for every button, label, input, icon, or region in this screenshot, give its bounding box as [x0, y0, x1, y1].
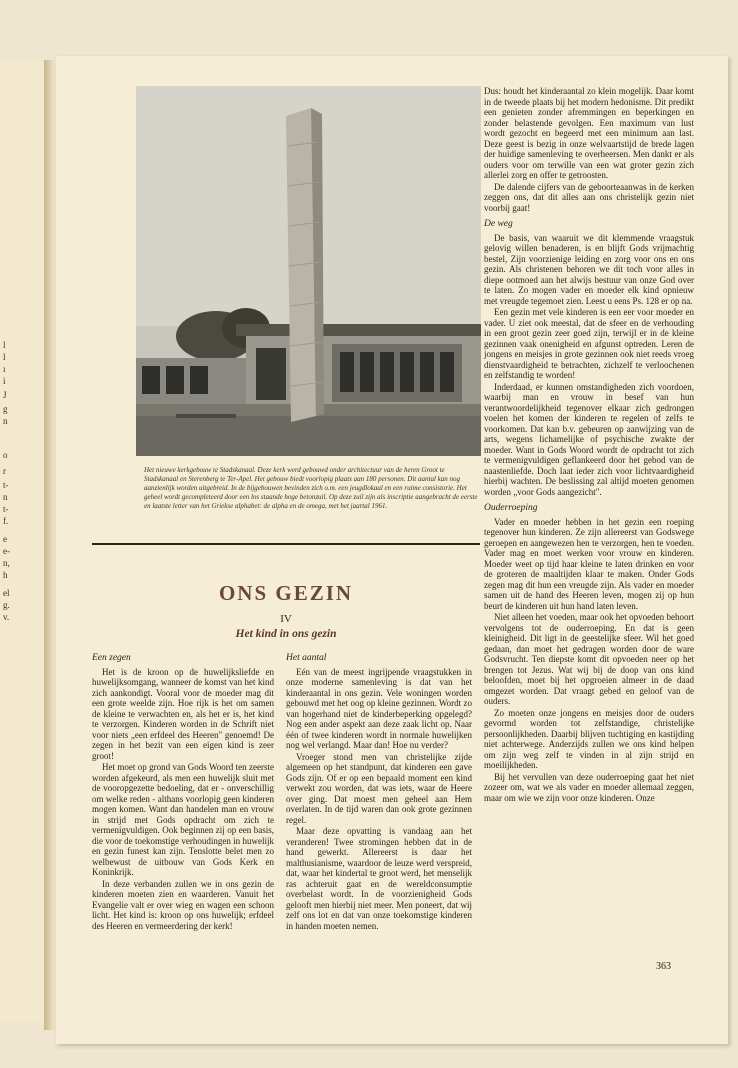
paragraph: De dalende cijfers van de geboorteaanwas in de kerken zeggen ons, dat dit alles aan ons christelijk gezin niet voorbij gaat!	[484, 181, 694, 213]
divider-line	[92, 543, 480, 545]
prev-page-fragment: t-	[3, 480, 9, 490]
section-heading: Ouderroeping	[484, 503, 538, 513]
prev-page-fragment: ı	[3, 364, 6, 374]
article-subtitle: Het kind in ons gezin	[235, 628, 337, 640]
prev-page-fragment: el	[3, 588, 10, 598]
paragraph: Dus: houdt het kinderaantal zo klein mogelijk. Daar komt in de tweede plaats bij het modern hedonisme. Dit predikt een genieten zonder afremmingen en beperkingen en zonder belastende gevolgen. Een maximum van lust wordt gezocht en begeerd met een minimum aan last. Deze geest is bezig in onze welvaartstijd de brede lagen der huidige samenleving te overheersen. Men dankt er als ouders voor om terwille van een wat groter gezin zich allerlei zorg en offer te getroosten.	[484, 86, 694, 180]
prev-page-fragment: l	[3, 352, 6, 362]
paragraph: Het is de kroon op de huwelijksliefde en huwelijksomgang, wanneer de komst van het kind zich aankondigt. Vooral voor de moeder mag dit een grote weelde zijn. Hoe rijk is het om samen de kleine te verwachten en, als het er is, het kind te verzorgen. Kinderen worden in de Schrift niet voor niets „een erfdeel des Heeren" genoemd! De zegen in het bezit van een eigen kind is zeer groot!	[92, 666, 274, 761]
prev-page-fragment: o	[3, 450, 8, 460]
prev-page-fragment: n	[3, 416, 8, 426]
paragraph: Vroeger stond men van christelijke zijde algemeen op het standpunt, dat kinderen een gave Gods zijn. Of er op een bepaald moment een kind verwekt zou worden, dat was iets, waar de Heere over ging. Dat moest men geheel aan Hem overlaten. In de tijd waren dan ook grote gezinnen regel.	[286, 751, 472, 825]
paragraph: In deze verbanden zullen we in ons gezin de kinderen moeten zien en waarderen. Vanuit het Evangelie valt er over wieg en wagen een schoon licht. Het kind is: kroon op ons huwelijk; erfdeel des Heeren en vermeerdering der kerk!	[92, 878, 274, 931]
prev-page-fragment: n,	[3, 558, 10, 568]
prev-page-fragment: v.	[3, 612, 10, 622]
section-heading: Het aantal	[286, 653, 327, 663]
text-column-1	[92, 653, 274, 932]
paragraph: Maar deze opvatting is vandaag aan het veranderen! Twee stromingen hebben dat in de hand gewerkt. Allereerst is daar het malthusianisme, waardoor de leuze werd verspreid, dat, waar het kindertal te groot werd, het menselijk ras achteruit gaat en de wereldconsumptie overbelast wordt. In de voorzienigheid Gods gelooft men hierbij niet meer. Men poneert, dat wij zelf ons lot en dat van onze toekomstige kinderen in handen moeten nemen.	[286, 826, 472, 931]
prev-page-fragment: l	[3, 340, 6, 350]
paragraph: Vader en moeder hebben in het gezin een roeping tegenover hun kinderen. Ze zijn allereerst van Godswege geroepen en aangewezen hen te verzorgen, hen te voeden. Vader mag en moet werken voor vrouw en kinderen. Moeder weet op tijd haar kleine te laten drinken en voor de groteren de maaltijden klaar te maken. Onder Gods zegen mag dit hun een vreugde zijn. Als vader en moeder samen uit de hand des Heeren leven, mogen zij op hun beurt de kinderen uit hun hand laten leven.	[484, 516, 694, 611]
prev-page-fragment: e	[3, 534, 7, 544]
prev-page-fragment: n	[3, 492, 8, 502]
prev-page-fragment: h	[3, 570, 8, 580]
prev-page-fragment: J	[3, 390, 7, 400]
text-column-3	[484, 86, 694, 804]
section-heading: De weg	[484, 219, 513, 229]
church-photo	[136, 86, 481, 456]
section-heading: Een zegen	[92, 653, 131, 663]
photo-caption: Het nieuwe kerkgebouw te Stadskanaal. Deze kerk werd gebouwd onder architectuur van de heren Groot te Stadskanaal en Sterenberg te Ter-Apel. Het gebouw biedt voorlopig plaats aan 180 personen. Dit aantal kan nog aanzienlijk worden uitgebreid. In de bijgebouwen bevinden zich o.m. een jeugdlokaal en een ruime consistorie. Het geheel wordt gecompleteerd door een los staande hoge betonzuil. Op deze zuil zijn als inscriptie aangebracht de eerste en laatste letter van het Griekse alphabet: de alpha en de omega, met het jaartal 1961.	[144, 466, 478, 510]
prev-page-fragment: e-	[3, 546, 10, 556]
prev-page-fragment: t-	[3, 504, 9, 514]
paragraph: Inderdaad, er kunnen omstandigheden zich voordoen, waarbij man en vrouw in besef van hun verantwoordelijkheid tegenover elkaar zich gedrongen voelen het komen der kinderen te regelen of zelfs te voorkomen. Dat kan b.v. gebeuren op aanwijzing van de arts, wegens lichamelijke of psychische zwakte der moeder. Want in Gods Woord wordt de opdracht tot zich te vermenigvuldigen geflankeerd door het gebod van de naastenliefde. Doch laat ieder zich voor lichtvaardigheid hierbij wachten. De beslissing zal altijd moeten genomen worden „voor Gods aangezicht".	[484, 381, 694, 497]
magazine-page	[56, 56, 728, 1044]
text-column-2	[286, 653, 472, 932]
previous-page-edge	[0, 62, 48, 1022]
prev-page-fragment: f.	[3, 516, 9, 526]
paragraph: Eén van de meest ingrijpende vraagstukken in onze moderne samenleving is dat van het kinderaantal in ons gezin. Vele woningen worden gebouwd met het oog op kleine gezinnen. Wordt zo van hogerhand niet de kinderbeperking opgelegd? Nog een ander aspekt aan deze zaak licht op. Naar één of twee kinderen wordt in normale huwelijken nog wel verlangd. Maar dan! Hoe nu verder?	[286, 666, 472, 750]
prev-page-fragment: r	[3, 466, 6, 476]
paragraph: Het moet op grond van Gods Woord ten zeerste worden afgekeurd, als men een huwelijk sluit met de vooropgezette bedoeling, dat er - onverschillig om welke reden - althans voorlopig geen kinderen mogen komen. Want dan handelen man en vrouw in strijd met Gods opdracht om zich te vermenigvuldigen. Ook beginnen zij op een basis, die voor de toekomstige verhoudingen in huwelijk en gezin funest kan zijn. Tenslotte belet men zo welbewust de uitbouw van Gods Kerk en Koninkrijk.	[92, 762, 274, 877]
prev-page-fragment: g.	[3, 600, 10, 610]
paragraph: Zo moeten onze jongens en meisjes door de ouders gevormd worden tot zelfstandige, christelijke persoonlijkheden. Daarbij blijven tuchtiging en kastijding niet achterwege. Anderzijds zullen we ons kind helpen om zijn weg zelf te vinden in al zijn strijd en moeilijkheden.	[484, 707, 694, 770]
prev-page-fragment: g	[3, 404, 8, 414]
page-number: 363	[656, 961, 671, 972]
article-part-number: IV	[280, 613, 292, 625]
paragraph: Niet alleen het voeden, maar ook het opvoeden behoort vervolgens tot de ouderroeping. En dat is geen kleinigheid. Dit ligt in de geestelijke sfeer. Wil het goed gedaan, dan moet het gedragen worden door de ware Godsvrucht. Ten diepste komt dit opvoeden neer op het brengen tot Jezus. Wat wij bij de doop van ons kind beloofden, moet bij het opgroeien almeer in de daad omgezet worden. Dat vraagt gebed en geloof van de ouders.	[484, 612, 694, 706]
article-title: ONS GEZIN	[218, 581, 354, 605]
paragraph: Een gezin met vele kinderen is een eer voor moeder en vader. U ziet ook meestal, dat de sfeer en de verhouding in een groot gezin zeer goed zijn, terwijl er in de kleine gezinnen vaak onenigheid en afgunst optreden. Leren de jongens en meisjes in grote gezinnen ook niet reeds vroeg dienstvaardigheid te betrachten, zichzelf te verloochenen en zelfstandig te worden!	[484, 307, 694, 380]
paragraph: Bij het vervullen van deze ouderroeping gaat het niet zozeer om, wat we als vader en moeder allemaal zeggen, maar om wie we zijn voor onze kinderen. Onze	[484, 771, 694, 803]
paragraph: De basis, van waaruit we dit klemmende vraagstuk gelovig willen benaderen, is en blijft Gods vrijmachtig bestel, Zijn voorzienige leiding en zorg voor ons en ons gezin. Als christenen behoren we dit toch voor alles in diepe ootmoed aan het alwijs bestuur van onze God over te laten. Zo mogen vader en moeder elk kind opnieuw met vreugde tegemoet zien. Leest u eens Ps. 128 er op na.	[484, 232, 694, 306]
prev-page-fragment: i	[3, 376, 6, 386]
